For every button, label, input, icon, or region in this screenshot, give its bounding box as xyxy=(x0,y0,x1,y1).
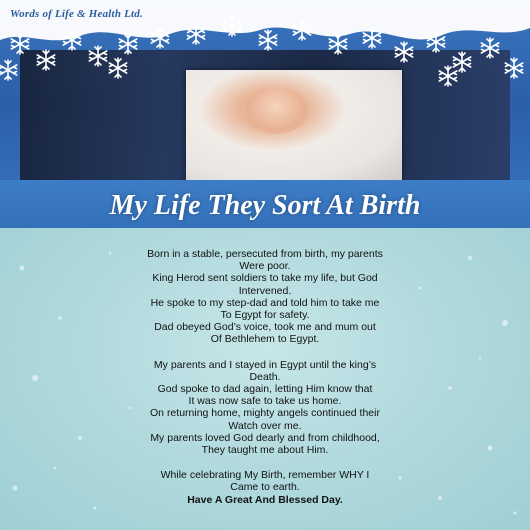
poem-line: My parents and I stayed in Egypt until the king’s xyxy=(153,358,377,371)
poem-line: My parents loved God dearly and from childhood, xyxy=(150,431,380,444)
poem-line: They taught me about Him. xyxy=(201,444,329,457)
poem-line: Intervened. xyxy=(238,284,292,297)
poem-line: God spoke to dad again, letting Him know that xyxy=(157,383,373,396)
poem-line: While celebrating My Birth, remember WHY I xyxy=(160,469,370,482)
stanza-divider xyxy=(120,346,410,359)
stanza-divider xyxy=(120,456,410,469)
poem-line: Dad obeyed God’s voice, took me and mum out xyxy=(154,321,376,334)
poem-line: Came to earth. xyxy=(230,481,300,494)
poem-line: He spoke to my step-dad and told him to take me xyxy=(150,296,380,309)
poem-line: Were poor. xyxy=(239,260,291,273)
poem-line: Born in a stable, persecuted from birth, my parents xyxy=(147,248,383,260)
poem-line: King Herod sent soldiers to take my life, but God xyxy=(152,272,378,285)
poem-line: Death. xyxy=(249,370,281,383)
poem-line: It was now safe to take us home. xyxy=(188,395,342,408)
poem-line: Watch over me. xyxy=(228,419,302,432)
poem-line: To Egypt for safety. xyxy=(220,309,310,322)
page-title: My Life They Sort At Birth xyxy=(109,190,421,221)
closing-line: Have A Great And Blessed Day. xyxy=(187,493,343,506)
poem-line: Of Bethlehem to Egypt. xyxy=(210,333,320,346)
header-banner xyxy=(0,0,530,228)
poem-line: On returning home, mighty angels continued their xyxy=(150,407,380,420)
brand-logo-text: Words of Life & Health Ltd. xyxy=(10,8,143,20)
poem-text xyxy=(120,248,410,506)
